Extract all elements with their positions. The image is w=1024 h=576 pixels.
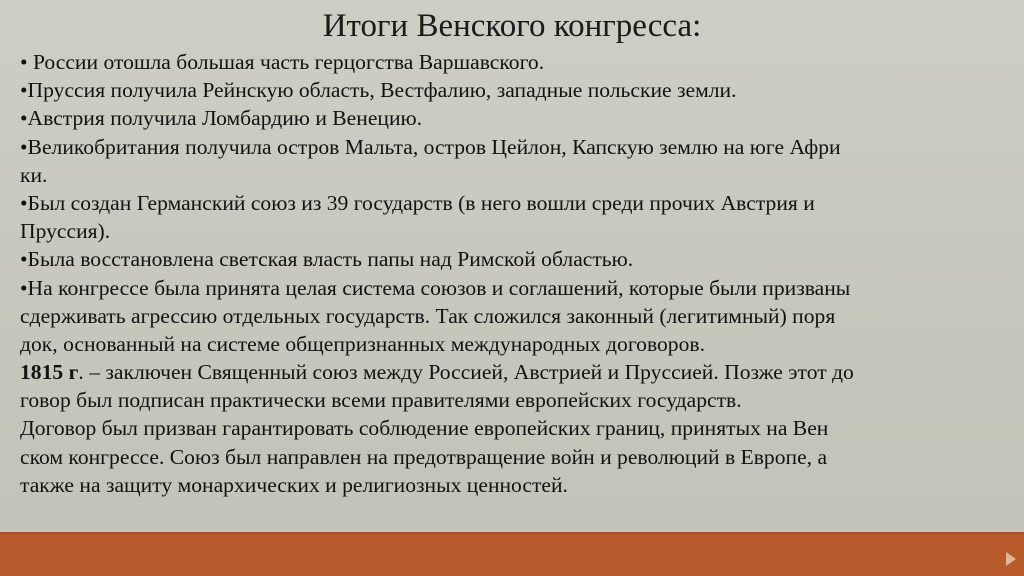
slide-body xyxy=(20,48,1010,499)
year-text: . – заключен Священный союз между Россией, Австрией и Пруссией. Позже этот до xyxy=(78,360,854,385)
text-line-1815 xyxy=(20,358,1010,386)
text-line: •Был создан Германский союз из 39 государств (в него вошли среди прочих Австрия и xyxy=(20,190,815,215)
text-line: также на защиту монархических и религиозных ценностей. xyxy=(20,472,568,497)
text-line: •Пруссия получила Рейнскую область, Вестфалию, западные польские земли. xyxy=(20,78,737,103)
text-line: •Великобритания получила остров Мальта, остров Цейлон, Капскую землю на юге Афри xyxy=(20,134,841,159)
text-line: говор был подписан практически всеми правителями европейских государств. xyxy=(20,388,742,413)
text-line: •Австрия получила Ломбардию и Венецию. xyxy=(20,106,423,131)
arrow-right-icon xyxy=(1006,552,1016,566)
text-line: Пруссия). xyxy=(20,219,111,244)
text-line: ки. xyxy=(20,162,48,187)
text-line: •На конгрессе была принята целая система союзов и соглашений, которые были призваны xyxy=(20,275,851,300)
text-line: • России отошла большая часть герцогства Варшавского. xyxy=(20,50,545,74)
bottom-bar xyxy=(0,534,1024,576)
text-line: •Была восстановлена светская власть папы над Римской областью. xyxy=(20,247,634,272)
slide-title: Итоги Венского конгресса: xyxy=(322,8,702,44)
text-line: Договор был призван гарантировать соблюдение европейских границ, принятых на Вен xyxy=(20,416,829,441)
year-label: 1815 г xyxy=(20,360,79,385)
text-line: сдерживать агрессию отдельных государств. Так сложился законный (легитимный) поря xyxy=(20,303,836,328)
text-line: ском конгрессе. Союз был направлен на предотвращение войн и революций в Европе, а xyxy=(20,444,828,469)
text-line: док, основанный на системе общепризнанных международных договоров. xyxy=(20,331,705,356)
